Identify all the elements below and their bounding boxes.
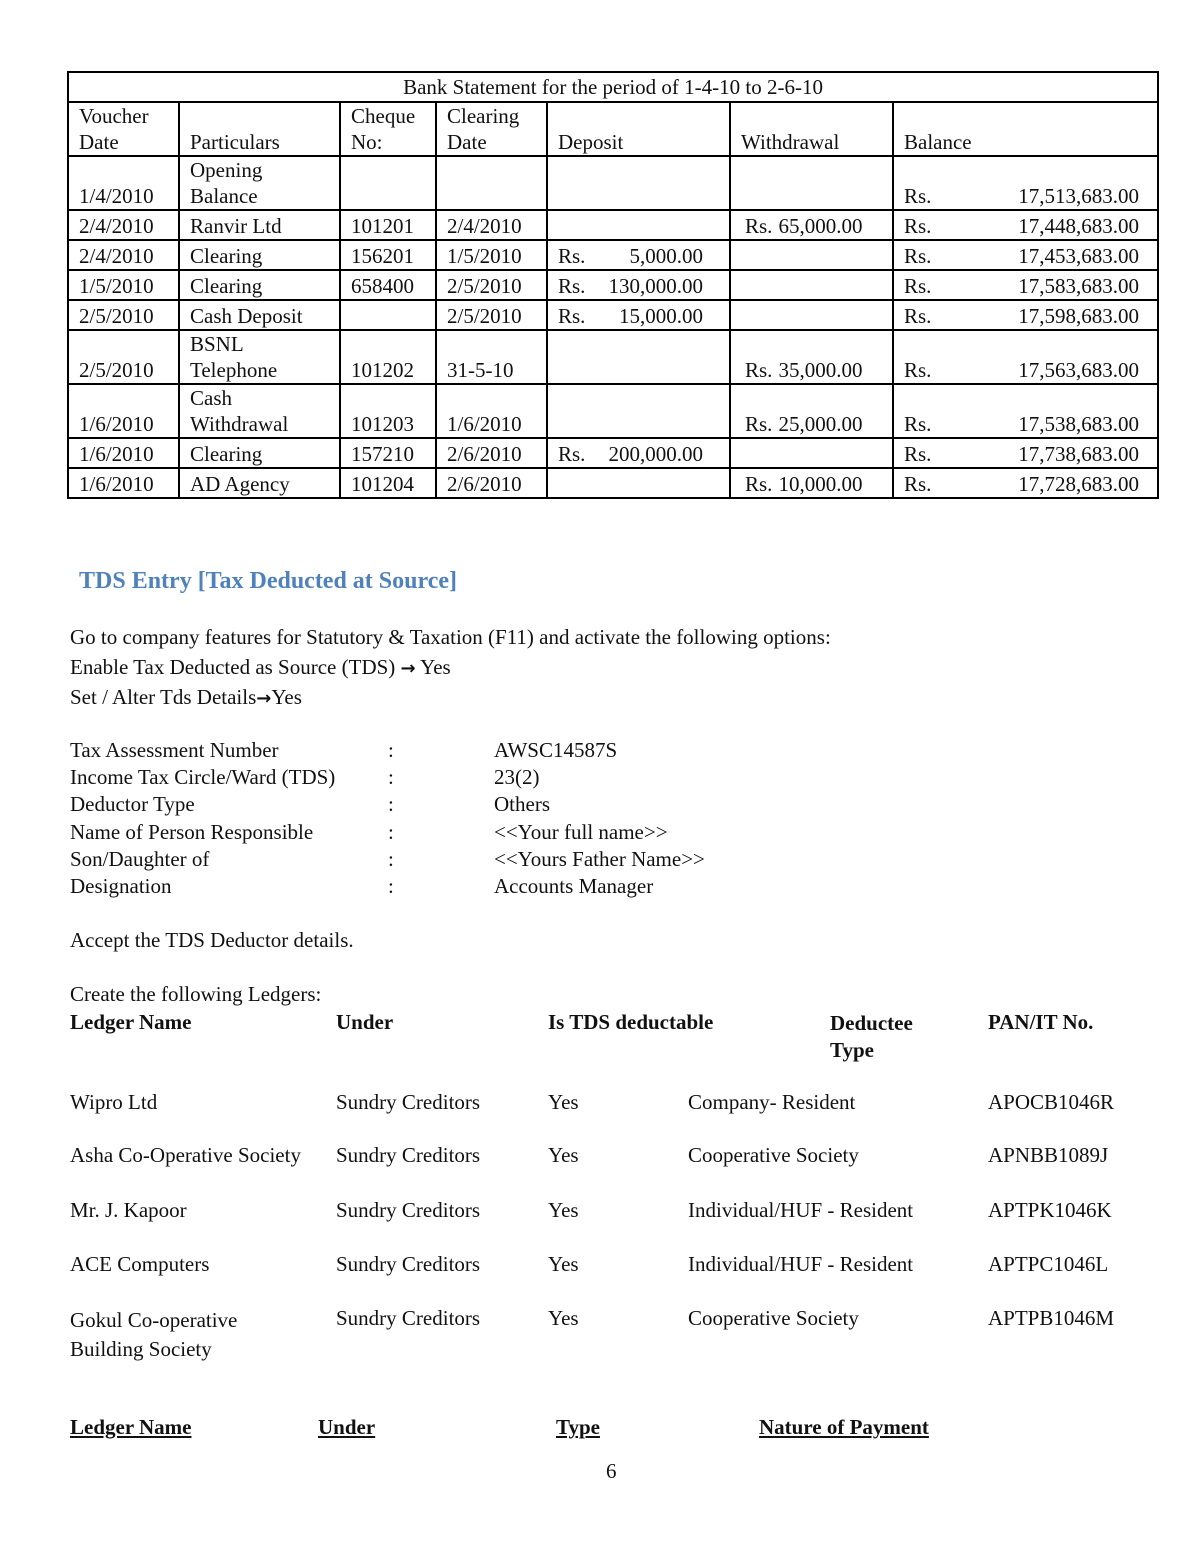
ledger-name: ACE Computers xyxy=(70,1252,210,1276)
table-row xyxy=(68,210,1158,240)
cell-particulars-text: Opening Balance xyxy=(190,158,263,208)
header-deposit: Deposit xyxy=(547,102,730,156)
ledger-tds: Yes xyxy=(548,1143,579,1167)
cell-clearing-date xyxy=(436,468,547,498)
table-row xyxy=(68,468,1158,498)
ledger-header-tds: Is TDS deductable xyxy=(548,1010,714,1034)
cell-balance xyxy=(893,270,1158,300)
cell-voucher-date xyxy=(68,468,179,498)
ledger-name: Asha Co-Operative Society xyxy=(70,1143,301,1167)
currency-label: Rs. xyxy=(558,274,586,298)
cell-balance-value: 17,563,683.00 xyxy=(1018,358,1140,382)
cell-clearing-date-text: 2/6/2010 xyxy=(447,472,522,496)
currency-label: Rs. xyxy=(745,412,773,436)
cell-voucher-date xyxy=(68,270,179,300)
cell-cheque-no-text: 156201 xyxy=(351,244,414,268)
option-enable-label: Enable Tax Deducted as Source (TDS) xyxy=(70,655,396,679)
cell-balance xyxy=(893,300,1158,330)
cell-particulars-text: BSNL Telephone xyxy=(190,332,278,382)
ledger-header-pan: PAN/IT No. xyxy=(988,1010,1094,1034)
cell-voucher-date xyxy=(68,210,179,240)
tds-heading: TDS Entry [Tax Deducted at Source] xyxy=(79,568,458,594)
cell-withdrawal xyxy=(730,156,893,210)
ledger-pan: APNBB1089J xyxy=(988,1143,1109,1167)
cell-voucher-date xyxy=(68,330,179,384)
cell-clearing-date xyxy=(436,300,547,330)
cell-voucher-date-text: 2/5/2010 xyxy=(79,304,154,328)
detail-label: Designation xyxy=(70,874,172,898)
cell-deposit xyxy=(547,330,730,384)
cell-particulars xyxy=(179,384,340,438)
cell-balance xyxy=(893,468,1158,498)
table-row xyxy=(68,156,1158,210)
arrow-right-icon: → xyxy=(256,688,272,709)
tds-intro: Go to company features for Statutory & Taxation (F11) and activate the following options: xyxy=(70,625,831,649)
cell-balance xyxy=(893,330,1158,384)
ledger-pan: APOCB1046R xyxy=(988,1090,1115,1114)
cell-clearing-date-text: 2/6/2010 xyxy=(447,442,522,466)
detail-value: 23(2) xyxy=(494,765,540,790)
second-header-name: Ledger Name xyxy=(70,1415,192,1439)
cell-particulars xyxy=(179,468,340,498)
detail-label: Tax Assessment Number xyxy=(70,738,279,762)
tds-option-alter xyxy=(70,685,302,710)
ledger-tds: Yes xyxy=(548,1306,579,1330)
cell-particulars-text: Clearing xyxy=(190,442,263,466)
cell-cheque-no-text: 157210 xyxy=(351,442,414,466)
ledger-header-deductee: Deductee Type xyxy=(830,1011,913,1062)
detail-value: <<Your full name>> xyxy=(494,819,668,844)
cell-particulars xyxy=(179,330,340,384)
ledger-name: Wipro Ltd xyxy=(70,1090,158,1114)
cell-deposit xyxy=(547,270,730,300)
cell-cheque-no xyxy=(340,240,436,270)
ledger-under: Sundry Creditors xyxy=(336,1306,481,1330)
cell-cheque-no xyxy=(340,300,436,330)
detail-label: Son/Daughter of xyxy=(70,846,210,871)
bank-statement-table xyxy=(67,71,1159,499)
cell-clearing-date xyxy=(436,438,547,468)
cell-balance-value: 17,513,683.00 xyxy=(1018,184,1140,208)
cell-withdrawal xyxy=(730,330,893,384)
option-alter-label: Set / Alter Tds Details xyxy=(70,685,257,709)
cell-cheque-no xyxy=(340,438,436,468)
ledger-tds: Yes xyxy=(548,1090,579,1114)
cell-clearing-date xyxy=(436,330,547,384)
detail-colon: : xyxy=(388,765,394,790)
ledger-under: Sundry Creditors xyxy=(336,1143,481,1167)
cell-balance-value: 17,453,683.00 xyxy=(1018,244,1140,268)
cell-particulars-text: Cash Withdrawal xyxy=(190,386,289,436)
cell-deposit xyxy=(547,210,730,240)
currency-label: Rs. xyxy=(904,358,932,382)
detail-colon: : xyxy=(388,738,394,762)
page-number: 6 xyxy=(606,1459,617,1483)
detail-label: Deductor Type xyxy=(70,792,195,817)
detail-value: AWSC14587S xyxy=(494,738,618,762)
ledger-deductee-type: Company- Resident xyxy=(688,1090,856,1114)
accept-text: Accept the TDS Deductor details. xyxy=(70,928,354,952)
cell-withdrawal xyxy=(730,210,893,240)
cell-voucher-date-text: 2/4/2010 xyxy=(79,244,154,268)
cell-voucher-date-text: 2/4/2010 xyxy=(79,214,154,238)
cell-particulars-text: Ranvir Ltd xyxy=(190,214,282,238)
cell-withdrawal-value: 25,000.00 xyxy=(778,412,863,436)
ledger-deductee-type: Individual/HUF - Resident xyxy=(688,1198,914,1222)
cell-voucher-date xyxy=(68,300,179,330)
cell-cheque-no xyxy=(340,210,436,240)
cell-voucher-date xyxy=(68,384,179,438)
cell-particulars-text: Clearing xyxy=(190,244,263,268)
ledger-header-under: Under xyxy=(336,1010,394,1034)
cell-deposit-value: 15,000.00 xyxy=(619,304,703,328)
cell-deposit xyxy=(547,240,730,270)
cell-deposit xyxy=(547,438,730,468)
cell-clearing-date xyxy=(436,240,547,270)
cell-particulars-text: Cash Deposit xyxy=(190,304,303,328)
ledger-deductee-type: Individual/HUF - Resident xyxy=(688,1252,914,1276)
table-row xyxy=(68,384,1158,438)
ledger-pan: APTPK1046K xyxy=(988,1198,1112,1222)
cell-deposit-value: 200,000.00 xyxy=(608,442,703,466)
cell-cheque-no-text: 101202 xyxy=(351,358,414,382)
header-cheque-no: Cheque No: xyxy=(340,102,436,156)
cell-particulars xyxy=(179,438,340,468)
cell-particulars xyxy=(179,270,340,300)
cell-clearing-date-text: 1/6/2010 xyxy=(447,412,522,436)
detail-label: Income Tax Circle/Ward (TDS) xyxy=(70,765,336,790)
tds-option-enable xyxy=(70,655,451,680)
second-header-nature: Nature of Payment xyxy=(759,1415,929,1439)
currency-label: Rs. xyxy=(904,412,932,436)
cell-cheque-no xyxy=(340,330,436,384)
cell-deposit xyxy=(547,300,730,330)
cell-withdrawal-value: 10,000.00 xyxy=(778,472,863,496)
cell-voucher-date-text: 1/5/2010 xyxy=(79,274,154,298)
cell-cheque-no-text: 101204 xyxy=(351,472,414,496)
cell-balance xyxy=(893,210,1158,240)
second-header-under: Under xyxy=(318,1415,376,1439)
cell-clearing-date xyxy=(436,384,547,438)
ledger-under: Sundry Creditors xyxy=(336,1252,481,1276)
currency-label: Rs. xyxy=(558,244,586,268)
detail-colon: : xyxy=(388,792,394,817)
cell-voucher-date xyxy=(68,240,179,270)
cell-withdrawal-value: 35,000.00 xyxy=(778,358,863,382)
cell-clearing-date-text: 2/5/2010 xyxy=(447,304,522,328)
create-ledgers-text: Create the following Ledgers: xyxy=(70,982,322,1006)
table-row xyxy=(68,240,1158,270)
ledger-deductee-type: Cooperative Society xyxy=(688,1306,859,1330)
detail-value: <<Yours Father Name>> xyxy=(494,846,705,871)
cell-particulars-text: Clearing xyxy=(190,274,263,298)
cell-cheque-no xyxy=(340,384,436,438)
detail-colon: : xyxy=(388,846,394,871)
cell-particulars xyxy=(179,156,340,210)
header-particulars: Particulars xyxy=(179,102,340,156)
currency-label: Rs. xyxy=(904,214,932,238)
table-row xyxy=(68,438,1158,468)
cell-balance xyxy=(893,156,1158,210)
header-withdrawal: Withdrawal xyxy=(730,102,893,156)
detail-colon: : xyxy=(388,874,394,898)
cell-withdrawal xyxy=(730,384,893,438)
cell-balance-value: 17,583,683.00 xyxy=(1018,274,1140,298)
header-voucher-date: Voucher Date xyxy=(68,102,179,156)
currency-label: Rs. xyxy=(904,472,932,496)
bank-statement-header-row xyxy=(68,102,1158,156)
currency-label: Rs. xyxy=(904,442,932,466)
cell-voucher-date-text: 1/6/2010 xyxy=(79,472,154,496)
ledger-name: Gokul Co-operative Building Society xyxy=(70,1308,238,1361)
ledger-header-name: Ledger Name xyxy=(70,1010,192,1034)
cell-balance-value: 17,598,683.00 xyxy=(1018,304,1140,328)
cell-clearing-date-text: 2/5/2010 xyxy=(447,274,522,298)
currency-label: Rs. xyxy=(904,244,932,268)
cell-deposit xyxy=(547,156,730,210)
detail-value: Accounts Manager xyxy=(494,874,654,898)
cell-balance-value: 17,738,683.00 xyxy=(1018,442,1140,466)
cell-cheque-no xyxy=(340,270,436,300)
cell-withdrawal xyxy=(730,468,893,498)
cell-cheque-no-text: 101203 xyxy=(351,412,414,436)
table-row xyxy=(68,300,1158,330)
cell-withdrawal xyxy=(730,240,893,270)
cell-deposit-value: 5,000.00 xyxy=(629,244,703,268)
cell-balance xyxy=(893,384,1158,438)
cell-cheque-no xyxy=(340,468,436,498)
ledger-under: Sundry Creditors xyxy=(336,1198,481,1222)
table-row xyxy=(68,330,1158,384)
cell-deposit xyxy=(547,468,730,498)
ledger-name: Mr. J. Kapoor xyxy=(70,1198,187,1222)
ledger-tds: Yes xyxy=(548,1252,579,1276)
detail-colon: : xyxy=(388,819,394,844)
currency-label: Rs. xyxy=(904,274,932,298)
cell-withdrawal xyxy=(730,300,893,330)
cell-particulars xyxy=(179,240,340,270)
currency-label: Rs. xyxy=(904,184,932,208)
cell-cheque-no-text: 658400 xyxy=(351,274,414,298)
cell-balance-value: 17,728,683.00 xyxy=(1018,472,1140,496)
cell-withdrawal xyxy=(730,270,893,300)
cell-voucher-date xyxy=(68,438,179,468)
cell-cheque-no-text: 101201 xyxy=(351,214,414,238)
currency-label: Rs. xyxy=(745,214,773,238)
currency-label: Rs. xyxy=(745,358,773,382)
cell-clearing-date xyxy=(436,210,547,240)
currency-label: Rs. xyxy=(558,442,586,466)
currency-label: Rs. xyxy=(904,304,932,328)
ledger-under: Sundry Creditors xyxy=(336,1090,481,1114)
ledger-tds: Yes xyxy=(548,1198,579,1222)
currency-label: Rs. xyxy=(558,304,586,328)
cell-voucher-date-text: 1/6/2010 xyxy=(79,442,154,466)
cell-clearing-date-text: 2/4/2010 xyxy=(447,214,522,238)
cell-clearing-date-text: 31-5-10 xyxy=(447,358,514,382)
cell-withdrawal xyxy=(730,438,893,468)
ledger-deductee-type: Cooperative Society xyxy=(688,1143,859,1167)
header-clearing-date: Clearing Date xyxy=(436,102,547,156)
cell-deposit-value: 130,000.00 xyxy=(608,274,703,298)
header-balance: Balance xyxy=(893,102,1158,156)
detail-label: Name of Person Responsible xyxy=(70,819,314,844)
bank-statement-caption: Bank Statement for the period of 1-4-10 to 2-6-10 xyxy=(68,72,1158,102)
table-row xyxy=(68,270,1158,300)
cell-voucher-date xyxy=(68,156,179,210)
detail-value: Others xyxy=(494,792,550,817)
option-alter-value: Yes xyxy=(271,685,302,709)
ledger-pan: APTPC1046L xyxy=(988,1252,1109,1276)
cell-balance xyxy=(893,240,1158,270)
option-enable-value: Yes xyxy=(420,655,451,679)
cell-particulars xyxy=(179,300,340,330)
cell-cheque-no xyxy=(340,156,436,210)
second-header-type: Type xyxy=(556,1415,600,1439)
cell-deposit xyxy=(547,384,730,438)
cell-voucher-date-text: 1/4/2010 xyxy=(79,184,154,208)
cell-clearing-date xyxy=(436,270,547,300)
cell-particulars xyxy=(179,210,340,240)
currency-label: Rs. xyxy=(745,472,773,496)
cell-voucher-date-text: 2/5/2010 xyxy=(79,358,154,382)
cell-clearing-date-text: 1/5/2010 xyxy=(447,244,522,268)
cell-withdrawal-value: 65,000.00 xyxy=(778,214,863,238)
ledger-pan: APTPB1046M xyxy=(988,1306,1115,1330)
cell-particulars-text: AD Agency xyxy=(190,472,290,496)
cell-clearing-date xyxy=(436,156,547,210)
arrow-right-icon: → xyxy=(400,658,416,679)
cell-balance xyxy=(893,438,1158,468)
cell-balance-value: 17,448,683.00 xyxy=(1018,214,1140,238)
cell-balance-value: 17,538,683.00 xyxy=(1018,412,1140,436)
cell-voucher-date-text: 1/6/2010 xyxy=(79,412,154,436)
